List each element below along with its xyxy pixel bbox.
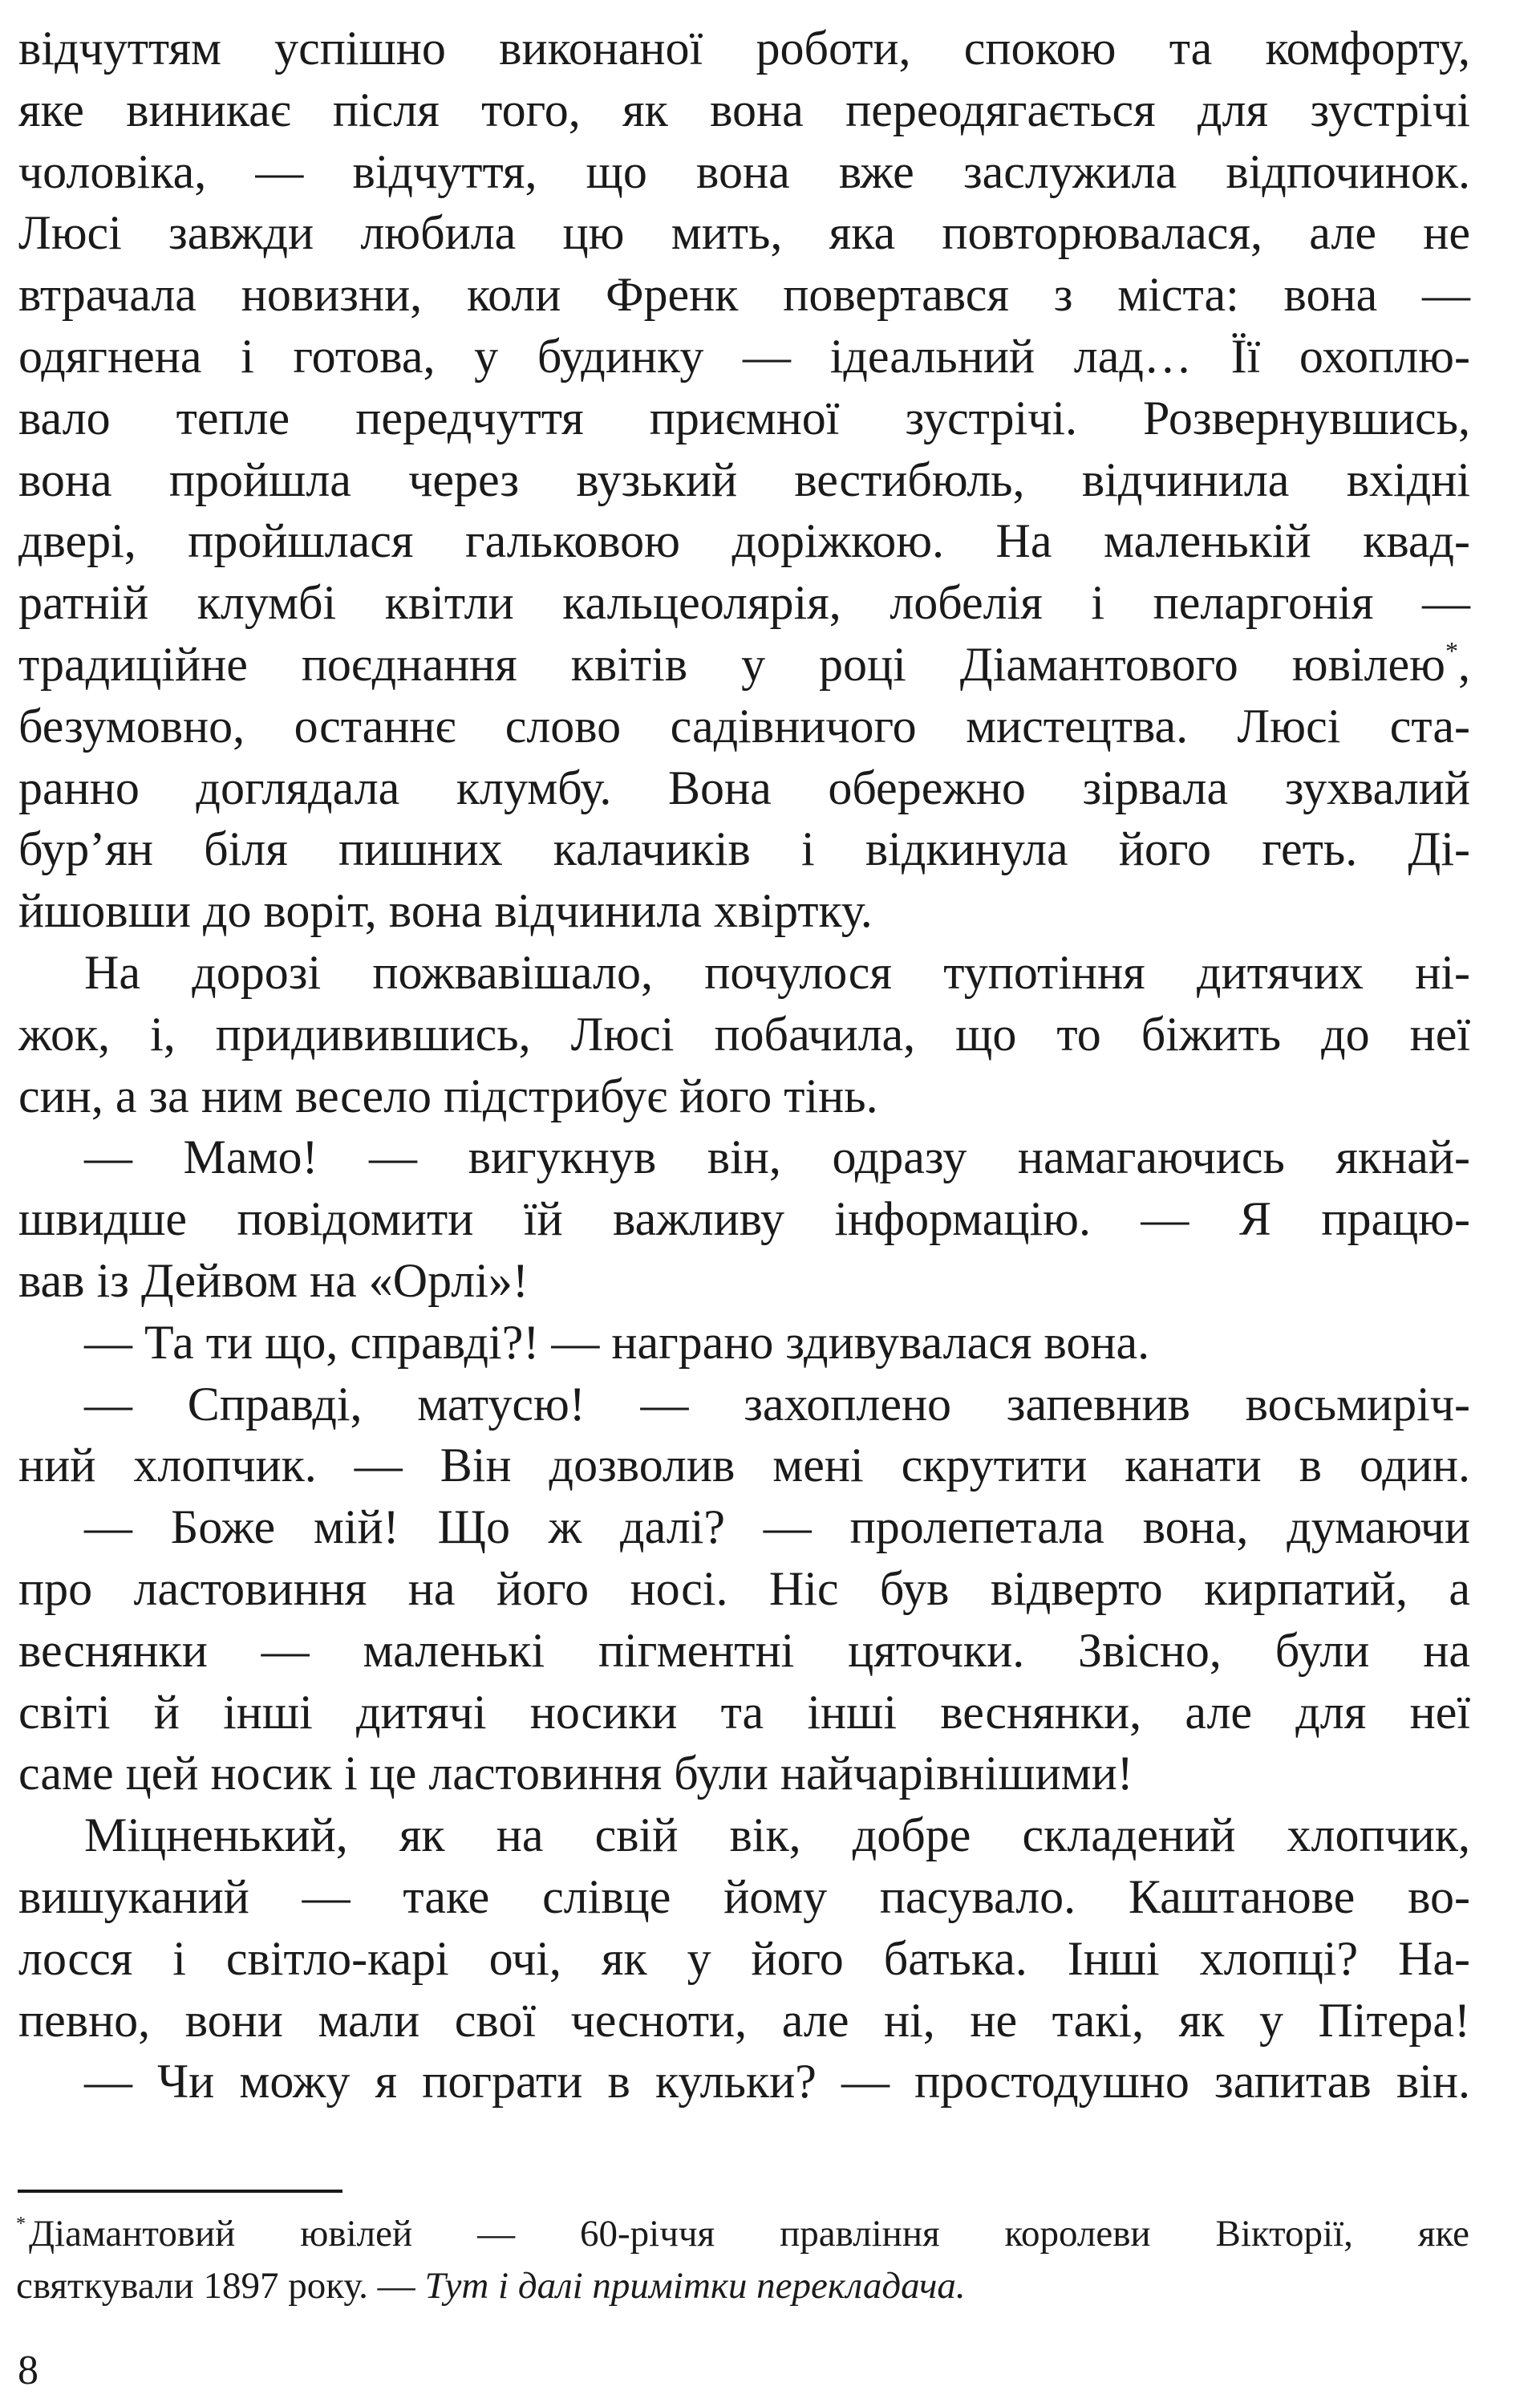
footnote-mark: * [16,2214,26,2234]
text-line: син, а за ним весело підстрибує його тінь. [18,1069,878,1122]
text-line: вав із Дейвом на «Орлі»! [18,1253,529,1307]
text-line-with-footnote-ref [18,634,1470,696]
text-line: ранно доглядала клумбу. Вона обережно зірвала зухвалий [18,761,1470,814]
text-line: одягнена і готова, у будинку — ідеальний лад… Її охоплю- [18,329,1470,383]
text-line: Люсі завжди любила цю мить, яка повторювалася, але не [18,206,1470,260]
text-line: швидше повідомити їй важливу інформацію. — Я працю- [18,1192,1470,1246]
text-line: про ластовиння на його носі. Ніс був відверто кирпатий, а [18,1561,1470,1615]
text-line: світі й інші дитячі носики та інші веснянки, але для неї [18,1685,1470,1739]
text-line: ратній клумбі квітли кальцеолярія, лобелія і пеларгонія — [18,576,1470,630]
text-line: жок, і, придивившись, Люсі побачила, що то біжить до неї [18,1007,1470,1061]
paragraph-start-line: Міцненький, як на свій вік, добре складений хлопчик, [84,1808,1470,1862]
text-line: лосся і світло-карі очі, як у його батька. Інші хлопці? На- [18,1931,1470,1985]
dialogue-line: — Мамо! — вигукнув він, одразу намагаючись якнай- [84,1130,1470,1184]
text-line: певно, вони мали свої чесноти, але ні, не такі, як у Пітера! [18,1993,1470,2047]
dialogue-line: — Чи можу я пограти в кульки? — простодушно запитав він. [84,2055,1470,2109]
footnote-line [16,2260,1469,2312]
footnote [16,2208,1469,2312]
dialogue-line: — Та ти що, справді?! — награно здивувалася вона. [84,1315,1150,1369]
text-line: ний хлопчик. — Він дозволив мені скрутити канати в один. [18,1439,1470,1492]
dialogue-line: — Справді, матусю! — захоплено запевнив восьмиріч- [84,1377,1470,1431]
text-line: безумовно, останнє слово садівничого мистецтва. Люсі ста- [18,699,1470,753]
text-line: вало тепле передчуття приємної зустрічі. Розвернувшись, [18,391,1470,444]
text-line: втрачала новизни, коли Френк повертався з міста: вона — [18,268,1470,322]
text-line: чоловіка, — відчуття, що вона вже заслужила відпочинок. [18,144,1470,198]
footnote-reference[interactable]: * [1445,635,1458,665]
text-line: бур’ян біля пишних калачиків і відкинула його геть. Ді- [18,822,1470,876]
text-line: йшовши до воріт, вона відчинила хвіртку. [18,884,873,938]
text-line: двері, пройшлася гальковою доріжкою. На маленькій квад- [18,514,1470,568]
text-segment: , [1458,637,1470,691]
text-line: вишуканий — таке слівце йому пасувало. Каштанове во- [18,1869,1470,1923]
text-line: відчуттям успішно виконаної роботи, спокою та комфорту, [18,22,1470,75]
dialogue-line: — Боже мій! Що ж далі? — пролепетала вона, думаючи [84,1500,1470,1554]
footnote-divider [18,2190,342,2193]
text-line: веснянки — маленькі пігментні цяточки. Звісно, були на [18,1623,1470,1677]
footnote-text: святкували 1897 року. — [16,2265,425,2307]
text-segment: традиційне поєднання квітів у році Діамантового ювілею [18,637,1445,691]
footnote-line [16,2208,1469,2260]
text-line: вона пройшла через вузький вестибюль, відчинила вхідні [18,453,1470,506]
translator-note: Тут і далі примітки перекладача. [424,2265,966,2307]
paragraph-start-line: На дорозі пожвавішало, почулося тупотіння дитячих ні- [84,945,1470,999]
text-line: саме цей носик і це ластовиння були найчарівнішими! [18,1747,1133,1800]
body-text [18,18,1470,2113]
page-number: 8 [18,2348,38,2393]
text-line: яке виникає після того, як вона переодягається для зустрічі [18,83,1470,136]
footnote-text: Діамантовий ювілей — 60-річчя правління королеви Вікторії, яке [29,2213,1469,2255]
